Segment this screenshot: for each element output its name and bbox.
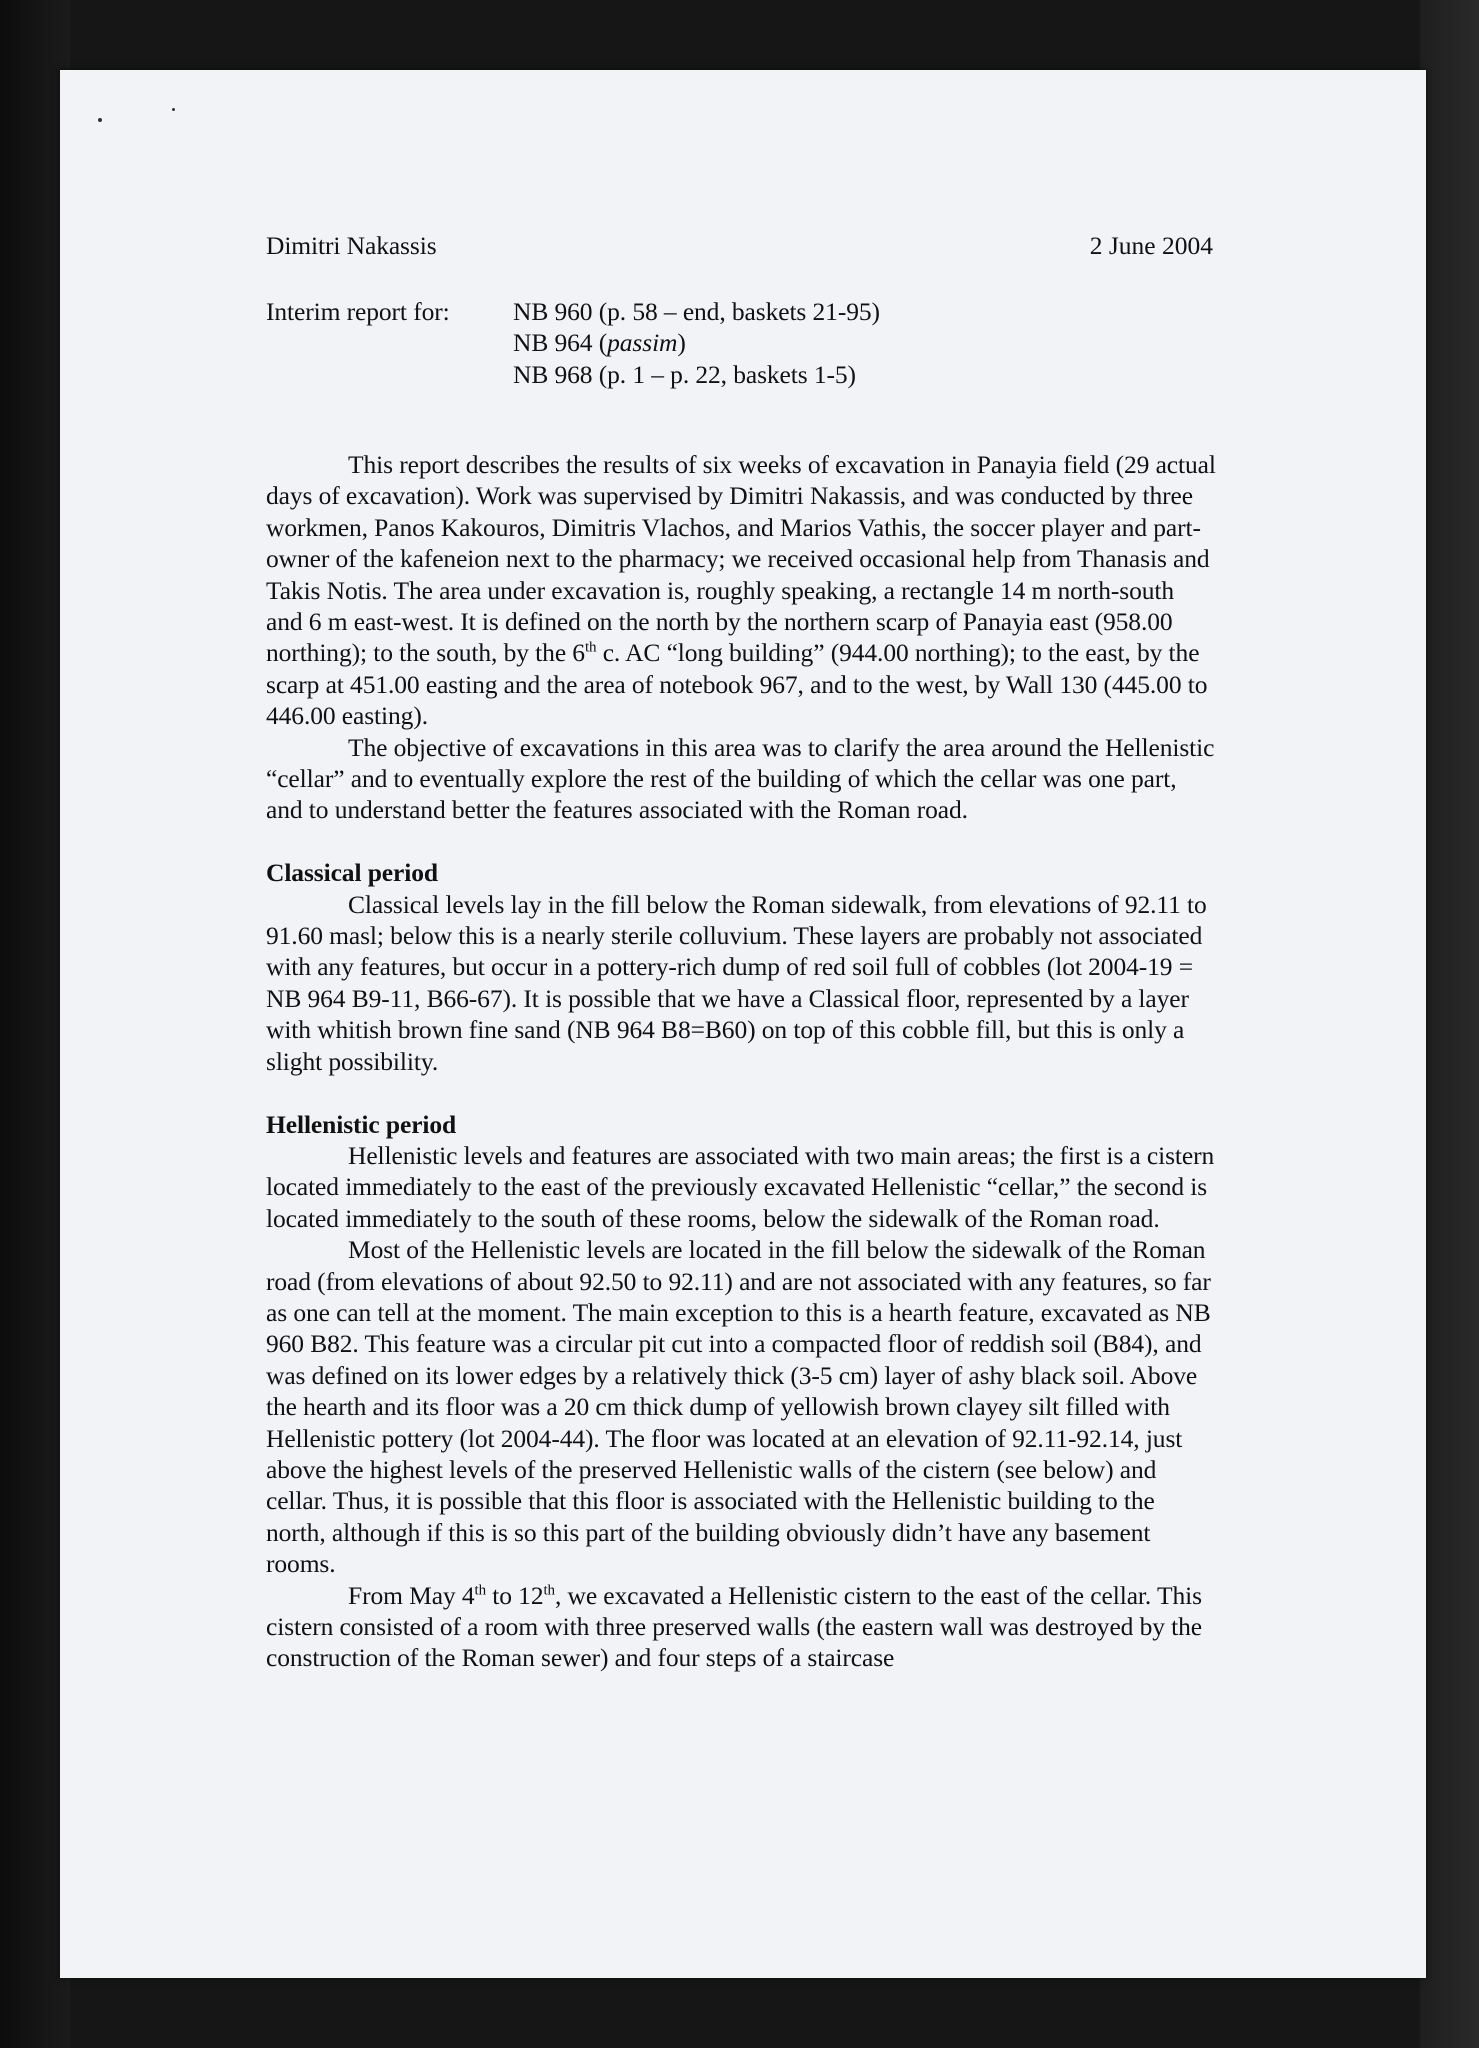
report-date: 2 June 2004 <box>1089 231 1213 260</box>
hellenistic-paragraph: Hellenistic levels and features are associated with two main areas; the first is a cistern located immediately to the east of the previously excavated Hellenistic “cellar,” the second is located immediately to the south of these rooms, below the sidewalk of the Roman road. <box>266 1140 1215 1233</box>
paper-speck <box>172 108 175 111</box>
hellenistic-heading: Hellenistic period <box>266 1109 457 1139</box>
hellenistic-paragraph: From May 4th to 12th, we excavated a Hellenistic cistern to the east of the cellar. This cistern consisted of a room with three preserved walls (the eastern wall was destroyed by the construction of the Roman sewer) and four steps of a staircase <box>266 1580 1203 1673</box>
objective-paragraph: The objective of excavations in this area was to clarify the area around the Hellenistic “cellar” and to eventually explore the rest of the building of which the cellar was one part, and to understand better the features associated with the Roman road. <box>266 732 1215 825</box>
notebook-entry: NB 968 (p. 1 – p. 22, baskets 1-5) <box>513 359 856 389</box>
scan-backdrop-right <box>1420 0 1479 2048</box>
notebook-entry: NB 960 (p. 58 – end, baskets 21-95) <box>513 297 880 326</box>
report-body <box>266 449 1216 1674</box>
classical-paragraph: Classical levels lay in the fill below the Roman sidewalk, from elevations of 92.11 to 91.60 masl; below this is a nearly sterile colluvium. These layers are probably not associated with any features, but occur in a pottery-rich dump of red soil full of cobbles (lot 2004-19 = NB 964 B9-11, B66-67). It is possible that we have a Classical floor, represented by a layer with whitish brown fine sand (NB 964 B8=B60) on top of this cobble fill, but this is only a slight possibility. <box>266 889 1207 1076</box>
author-name: Dimitri Nakassis <box>266 231 437 260</box>
interim-label: Interim report for: <box>266 297 450 326</box>
intro-paragraph: This report describes the results of six weeks of excavation in Panayia field (29 actual days of excavation). Work was supervised by Dimitri Nakassis, and was conducted by three workmen, Panos Kakouros, Dimitris Vlachos, and Marios Vathis, the soccer player and part-owner of the kafeneion next to the pharmacy; we received occasional help from Thanasis and Takis Notis. The area under excavation is, roughly speaking, a rectangle 14 m north-south and 6 m east-west. It is defined on the north by the northern scarp of Panayia east (958.00 northing); to the south, by the 6th c. AC “long building” (944.00 northing); to the east, by the scarp at 451.00 easting and the area of notebook 967, and to the west, by Wall 130 (445.00 to 446.00 easting). <box>266 450 1216 731</box>
classical-heading: Classical period <box>266 858 438 888</box>
notebook-entry: NB 964 (passim) <box>513 328 686 358</box>
notebook-list <box>513 296 880 390</box>
hellenistic-paragraph: Most of the Hellenistic levels are located in the fill below the sidewalk of the Roman road (from elevations of about 92.50 to 92.11) and are not associated with any features, so far as one can tell at the moment. The main exception to this is a hearth feature, excavated as NB 960 B82. This feature was a circular pit cut into a compacted floor of reddish soil (B84), and was defined on its lower edges by a relatively thick (3-5 cm) layer of ashy black soil. Above the hearth and its floor was a 20 cm thick dump of yellowish brown clayey silt filled with Hellenistic pottery (lot 2004-44). The floor was located at an elevation of 92.11-92.14, just above the highest levels of the preserved Hellenistic walls of the cistern (see below) and cellar. Thus, it is possible that this floor is associated with the Hellenistic building to the north, although if this is so this part of the building obviously didn’t have any basement rooms. <box>266 1235 1211 1579</box>
paper-speck <box>98 118 102 122</box>
